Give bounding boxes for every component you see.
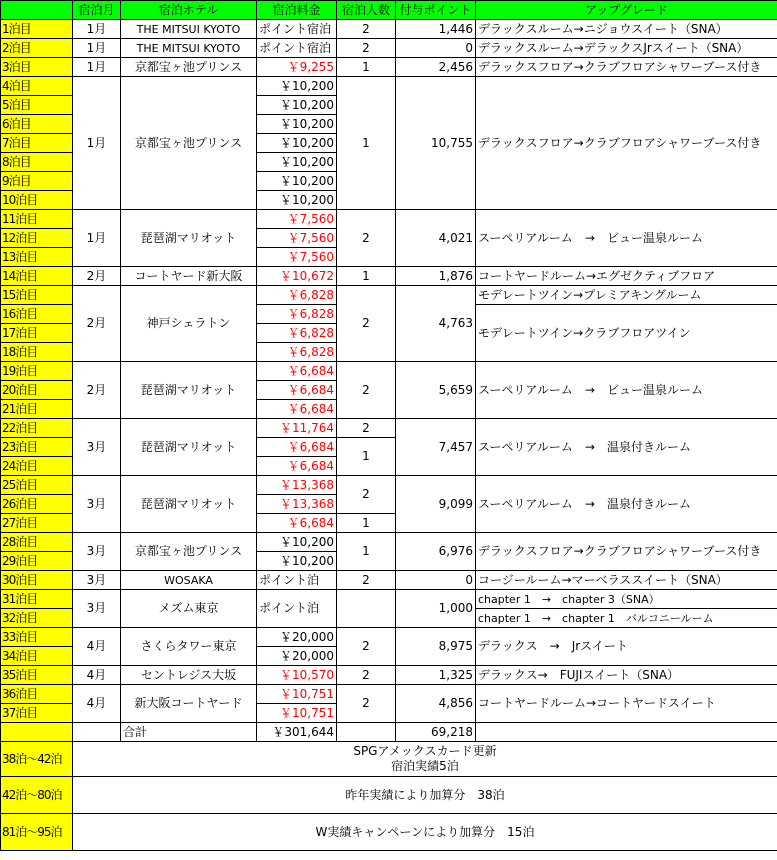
extra-note[interactable]: 昨年実績により加算分 38泊 bbox=[73, 777, 777, 814]
stay-hotel[interactable]: 琵琶湖マリオット bbox=[121, 362, 257, 419]
stay-upgrade[interactable]: コートヤードルーム→コートヤードスイート bbox=[476, 685, 777, 723]
stay-month[interactable]: 4月 bbox=[73, 628, 121, 666]
stay-people[interactable]: 2 bbox=[337, 210, 396, 267]
stay-rate[interactable]: ￥6,828 bbox=[257, 324, 337, 343]
table-row bbox=[1, 77, 777, 96]
stay-points[interactable]: 0 bbox=[396, 39, 476, 58]
stay-points[interactable]: 1,000 bbox=[396, 590, 476, 628]
header-people[interactable]: 宿泊人数 bbox=[337, 1, 396, 20]
stay-rate[interactable]: ￥10,200 bbox=[257, 533, 337, 552]
table-row bbox=[1, 267, 777, 286]
stay-people[interactable]: 1 bbox=[337, 533, 396, 571]
stay-hotel[interactable]: THE MITSUI KYOTO bbox=[121, 39, 257, 58]
stay-hotel[interactable]: THE MITSUI KYOTO bbox=[121, 20, 257, 39]
night-label[interactable]: 12泊目 bbox=[1, 229, 73, 248]
extra-row bbox=[1, 777, 777, 814]
stay-rate[interactable]: ￥10,200 bbox=[257, 172, 337, 191]
night-label[interactable]: 18泊目 bbox=[1, 343, 73, 362]
stay-points[interactable]: 1,876 bbox=[396, 267, 476, 286]
night-label[interactable]: 23泊目 bbox=[1, 438, 73, 457]
stay-people[interactable]: 2 bbox=[337, 571, 396, 590]
stay-month[interactable]: 1月 bbox=[73, 20, 121, 39]
night-label[interactable]: 36泊目 bbox=[1, 685, 73, 704]
stay-upgrade[interactable]: デラックスフロア→クラブフロアシャワーブース付き bbox=[476, 77, 777, 210]
stay-points[interactable]: 9,099 bbox=[396, 476, 476, 533]
stay-hotel[interactable]: 琵琶湖マリオット bbox=[121, 476, 257, 533]
total-people-cell[interactable] bbox=[337, 723, 396, 742]
extra-range[interactable]: 81泊〜95泊 bbox=[1, 814, 73, 851]
header-rate[interactable]: 宿泊料金 bbox=[257, 1, 337, 20]
stay-hotel[interactable]: さくらタワー東京 bbox=[121, 628, 257, 666]
stay-month[interactable]: 2月 bbox=[73, 286, 121, 362]
extra-note-line: SPGアメックスカード更新 bbox=[353, 744, 497, 758]
stay-upgrade[interactable]: デラックスルーム→ニジョウスイート（SNA） bbox=[476, 20, 777, 39]
stay-upgrade[interactable]: モデレートツイン→クラブフロアツイン bbox=[476, 305, 777, 362]
stay-hotel[interactable]: 神戸シェラトン bbox=[121, 286, 257, 362]
night-label[interactable]: 26泊目 bbox=[1, 495, 73, 514]
stay-people[interactable] bbox=[337, 590, 396, 628]
total-amount[interactable]: ￥301,644 bbox=[257, 723, 337, 742]
night-label[interactable]: 27泊目 bbox=[1, 514, 73, 533]
stay-points[interactable]: 4,763 bbox=[396, 286, 476, 362]
table-row bbox=[1, 571, 777, 590]
night-label[interactable]: 13泊目 bbox=[1, 248, 73, 267]
total-row bbox=[1, 723, 777, 742]
night-label[interactable]: 11泊目 bbox=[1, 210, 73, 229]
night-label[interactable]: 31泊目 bbox=[1, 590, 73, 609]
extra-row bbox=[1, 742, 777, 777]
stay-rate[interactable]: ￥6,684 bbox=[257, 514, 337, 533]
table-row bbox=[1, 20, 777, 39]
table-row bbox=[1, 533, 777, 552]
table-row bbox=[1, 419, 777, 438]
night-label[interactable]: 25泊目 bbox=[1, 476, 73, 495]
header-points[interactable]: 付与ポイント bbox=[396, 1, 476, 20]
stay-hotel[interactable]: 新大阪コートヤード bbox=[121, 685, 257, 723]
stay-people[interactable]: 1 bbox=[337, 267, 396, 286]
stay-rate[interactable]: ￥10,200 bbox=[257, 134, 337, 153]
stay-people[interactable]: 2 bbox=[337, 286, 396, 362]
stay-rate[interactable]: ￥10,200 bbox=[257, 77, 337, 96]
night-label[interactable]: 2泊目 bbox=[1, 39, 73, 58]
stay-upgrade[interactable]: スーペリアルーム → 温泉付きルーム bbox=[476, 419, 777, 476]
stay-hotel[interactable]: セントレジス大坂 bbox=[121, 666, 257, 685]
total-night-cell[interactable] bbox=[1, 723, 73, 742]
header-row bbox=[1, 1, 777, 20]
night-label[interactable]: 3泊目 bbox=[1, 58, 73, 77]
stay-rate[interactable]: ￥7,560 bbox=[257, 229, 337, 248]
stay-points[interactable]: 10,755 bbox=[396, 77, 476, 210]
stay-people[interactable]: 2 bbox=[337, 666, 396, 685]
header-month[interactable]: 宿泊月 bbox=[73, 1, 121, 20]
night-label[interactable]: 10泊目 bbox=[1, 191, 73, 210]
stay-upgrade[interactable]: モデレートツイン→プレミアキングルーム bbox=[476, 286, 777, 305]
stay-rate[interactable]: ￥6,684 bbox=[257, 457, 337, 476]
stay-people[interactable]: 2 bbox=[337, 685, 396, 723]
stay-hotel[interactable]: 京都宝ヶ池プリンス bbox=[121, 77, 257, 210]
night-label[interactable]: 30泊目 bbox=[1, 571, 73, 590]
stay-rate[interactable]: ￥6,828 bbox=[257, 286, 337, 305]
stay-rate[interactable]: ￥20,000 bbox=[257, 628, 337, 647]
stay-month[interactable]: 1月 bbox=[73, 77, 121, 210]
stay-upgrade[interactable]: コージールーム→マーベラススイート（SNA） bbox=[476, 571, 777, 590]
stay-upgrade[interactable]: スーペリアルーム → ビュー温泉ルーム bbox=[476, 210, 777, 267]
table-row bbox=[1, 476, 777, 495]
stay-points[interactable]: 7,457 bbox=[396, 419, 476, 476]
stay-rate[interactable]: ￥10,751 bbox=[257, 685, 337, 704]
night-label[interactable]: 34泊目 bbox=[1, 647, 73, 666]
table-row bbox=[1, 210, 777, 229]
night-label[interactable]: 17泊目 bbox=[1, 324, 73, 343]
header-upgrade[interactable]: アップグレード bbox=[476, 1, 777, 20]
table-row bbox=[1, 685, 777, 704]
stay-rate[interactable]: ￥6,684 bbox=[257, 362, 337, 381]
stay-points[interactable]: 2,456 bbox=[396, 58, 476, 77]
night-label[interactable]: 37泊目 bbox=[1, 704, 73, 723]
stay-upgrade[interactable]: chapter 1 → chapter 1 バルコニールーム bbox=[476, 609, 777, 628]
table-row bbox=[1, 666, 777, 685]
stay-rate[interactable]: ￥10,672 bbox=[257, 267, 337, 286]
stay-rate[interactable]: ￥10,200 bbox=[257, 153, 337, 172]
stay-month[interactable]: 3月 bbox=[73, 419, 121, 476]
extra-note-line: 宿泊実績5泊 bbox=[391, 759, 459, 773]
night-label[interactable]: 9泊目 bbox=[1, 172, 73, 191]
night-label[interactable]: 7泊目 bbox=[1, 134, 73, 153]
stay-people[interactable]: 1 bbox=[337, 58, 396, 77]
stay-points[interactable]: 1,446 bbox=[396, 20, 476, 39]
stay-points[interactable]: 4,021 bbox=[396, 210, 476, 267]
stay-upgrade[interactable]: コートヤードルーム→エグゼクティブフロア bbox=[476, 267, 777, 286]
stay-hotel[interactable]: 京都宝ヶ池プリンス bbox=[121, 58, 257, 77]
stay-upgrade[interactable]: デラックス→ FUJIスイート（SNA） bbox=[476, 666, 777, 685]
stay-rate[interactable]: ポイント泊 bbox=[257, 590, 337, 628]
stay-rate[interactable]: ￥6,684 bbox=[257, 438, 337, 457]
stay-people[interactable]: 1 bbox=[337, 438, 396, 476]
stay-rate[interactable]: ポイント泊 bbox=[257, 571, 337, 590]
stay-month[interactable]: 1月 bbox=[73, 210, 121, 267]
night-label[interactable]: 22泊目 bbox=[1, 419, 73, 438]
stay-rate[interactable]: ￥10,200 bbox=[257, 96, 337, 115]
total-label[interactable]: 合計 bbox=[121, 723, 257, 742]
stay-hotel[interactable]: コートヤード新大阪 bbox=[121, 267, 257, 286]
stay-people[interactable]: 1 bbox=[337, 77, 396, 210]
stay-rate[interactable]: ￥6,684 bbox=[257, 381, 337, 400]
night-label[interactable]: 6泊目 bbox=[1, 115, 73, 134]
stay-people[interactable]: 2 bbox=[337, 419, 396, 438]
night-label[interactable]: 20泊目 bbox=[1, 381, 73, 400]
stay-hotel[interactable]: メズム東京 bbox=[121, 590, 257, 628]
stay-rate[interactable]: ￥10,200 bbox=[257, 552, 337, 571]
extra-row bbox=[1, 814, 777, 851]
stay-rate[interactable]: ￥13,368 bbox=[257, 495, 337, 514]
night-label[interactable]: 8泊目 bbox=[1, 153, 73, 172]
stay-hotel[interactable]: 琵琶湖マリオット bbox=[121, 210, 257, 267]
stay-month[interactable]: 3月 bbox=[73, 533, 121, 571]
stay-upgrade[interactable]: スーペリアルーム → ビュー温泉ルーム bbox=[476, 362, 777, 419]
night-label[interactable]: 35泊目 bbox=[1, 666, 73, 685]
night-label[interactable]: 15泊目 bbox=[1, 286, 73, 305]
night-label[interactable]: 16泊目 bbox=[1, 305, 73, 324]
stay-upgrade[interactable]: デラックスフロア→クラブフロアシャワーブース付き bbox=[476, 533, 777, 571]
night-label[interactable]: 5泊目 bbox=[1, 96, 73, 115]
stay-rate[interactable]: ￥10,200 bbox=[257, 115, 337, 134]
stay-points[interactable]: 5,659 bbox=[396, 362, 476, 419]
table-row bbox=[1, 58, 777, 77]
stay-rate[interactable]: ￥20,000 bbox=[257, 647, 337, 666]
stay-hotel[interactable]: 琵琶湖マリオット bbox=[121, 419, 257, 476]
stay-upgrade[interactable]: デラックスフロア→クラブフロアシャワーブース付き bbox=[476, 58, 777, 77]
stay-rate[interactable]: ￥7,560 bbox=[257, 210, 337, 229]
stay-people[interactable]: 2 bbox=[337, 39, 396, 58]
stay-people[interactable]: 2 bbox=[337, 362, 396, 419]
night-label[interactable]: 21泊目 bbox=[1, 400, 73, 419]
stay-month[interactable]: 4月 bbox=[73, 685, 121, 723]
extra-note[interactable] bbox=[73, 742, 777, 777]
night-label[interactable]: 32泊目 bbox=[1, 609, 73, 628]
stay-people[interactable]: 1 bbox=[337, 514, 396, 533]
table-row bbox=[1, 362, 777, 381]
header-hotel[interactable]: 宿泊ホテル bbox=[121, 1, 257, 20]
table-row bbox=[1, 628, 777, 647]
stay-points[interactable]: 0 bbox=[396, 571, 476, 590]
stay-people[interactable]: 2 bbox=[337, 476, 396, 514]
stay-month[interactable]: 2月 bbox=[73, 267, 121, 286]
total-points[interactable]: 69,218 bbox=[396, 723, 476, 742]
stay-hotel[interactable]: WOSAKA bbox=[121, 571, 257, 590]
table-row bbox=[1, 39, 777, 58]
stay-rate[interactable]: ￥10,751 bbox=[257, 704, 337, 723]
stay-upgrade[interactable]: スーペリアルーム → 温泉付きルーム bbox=[476, 476, 777, 533]
night-label[interactable]: 1泊目 bbox=[1, 20, 73, 39]
night-label[interactable]: 14泊目 bbox=[1, 267, 73, 286]
total-month-cell[interactable] bbox=[73, 723, 121, 742]
stay-people[interactable]: 2 bbox=[337, 20, 396, 39]
table-row bbox=[1, 286, 777, 305]
night-label[interactable]: 24泊目 bbox=[1, 457, 73, 476]
stay-upgrade[interactable]: デラックスルーム→デラックスJrスイート（SNA） bbox=[476, 39, 777, 58]
stay-points[interactable]: 6,976 bbox=[396, 533, 476, 571]
stay-rate[interactable]: ￥9,255 bbox=[257, 58, 337, 77]
night-label[interactable]: 19泊目 bbox=[1, 362, 73, 381]
stay-rate[interactable]: ポイント宿泊 bbox=[257, 39, 337, 58]
stay-rate[interactable]: ￥10,570 bbox=[257, 666, 337, 685]
stay-hotel[interactable]: 京都宝ヶ池プリンス bbox=[121, 533, 257, 571]
total-upgrade-cell[interactable] bbox=[476, 723, 777, 742]
stay-rate[interactable]: ￥7,560 bbox=[257, 248, 337, 267]
stay-rate[interactable]: ￥6,828 bbox=[257, 343, 337, 362]
stay-rate[interactable]: ￥10,200 bbox=[257, 191, 337, 210]
stay-rate[interactable]: ￥6,684 bbox=[257, 400, 337, 419]
extra-range[interactable]: 38泊〜42泊 bbox=[1, 742, 73, 777]
stay-month[interactable]: 4月 bbox=[73, 666, 121, 685]
table-row bbox=[1, 590, 777, 609]
stay-rate[interactable]: ￥13,368 bbox=[257, 476, 337, 495]
stay-upgrade[interactable]: chapter 1 → chapter 3（SNA） bbox=[476, 590, 777, 609]
stay-month[interactable]: 1月 bbox=[73, 39, 121, 58]
stay-rate[interactable]: ￥11,764 bbox=[257, 419, 337, 438]
stay-points[interactable]: 4,856 bbox=[396, 685, 476, 723]
extra-range[interactable]: 42泊〜80泊 bbox=[1, 777, 73, 814]
stay-points[interactable]: 8,975 bbox=[396, 628, 476, 666]
extra-note[interactable]: W実績キャンペーンにより加算分 15泊 bbox=[73, 814, 777, 851]
stay-month[interactable]: 3月 bbox=[73, 571, 121, 590]
stay-upgrade[interactable]: デラックス → Jrスイート bbox=[476, 628, 777, 666]
stay-month[interactable]: 2月 bbox=[73, 362, 121, 419]
night-label[interactable]: 4泊目 bbox=[1, 77, 73, 96]
night-label[interactable]: 28泊目 bbox=[1, 533, 73, 552]
night-label[interactable]: 29泊目 bbox=[1, 552, 73, 571]
night-label[interactable]: 33泊目 bbox=[1, 628, 73, 647]
stay-rate[interactable]: ポイント宿泊 bbox=[257, 20, 337, 39]
stay-people[interactable]: 2 bbox=[337, 628, 396, 666]
stay-rate[interactable]: ￥6,828 bbox=[257, 305, 337, 324]
header-night[interactable] bbox=[1, 1, 73, 20]
stay-points[interactable]: 1,325 bbox=[396, 666, 476, 685]
stay-month[interactable]: 3月 bbox=[73, 476, 121, 533]
stay-month[interactable]: 3月 bbox=[73, 590, 121, 628]
stay-month[interactable]: 1月 bbox=[73, 58, 121, 77]
